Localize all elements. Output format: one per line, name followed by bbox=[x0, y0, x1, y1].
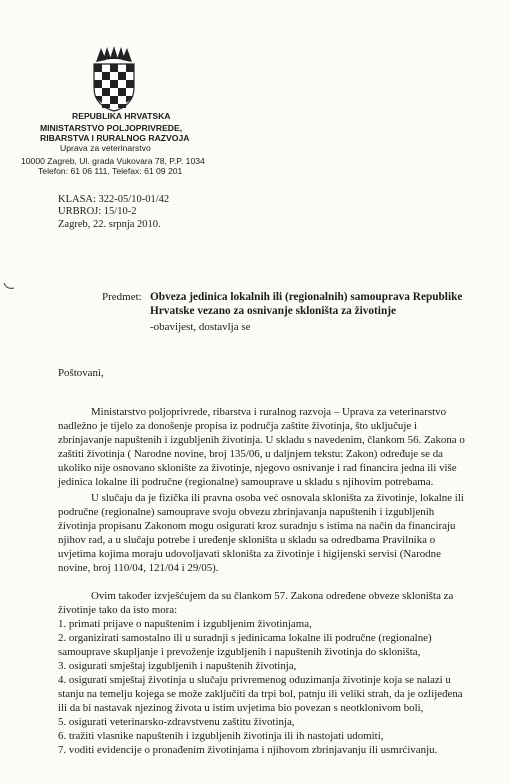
p1-line: Ministarstvo poljoprivrede, ribarstva i ruralnog razvoja – Uprava za veterinarstvo bbox=[91, 406, 447, 418]
obligation-item: ili da bi nastavak njezinog života u istim uvjetima bio povezan s neotklonivom boli, bbox=[58, 702, 424, 714]
obligation-item: 3. osigurati smještaj izgubljenih i napuštenih životinja, bbox=[58, 660, 297, 672]
p1-line: zaštiti životinja ( Narodne novine, broj 135/06, u daljnjem tekstu: Zakon) određuje se da bbox=[58, 448, 444, 460]
letterhead-department: Uprava za veterinarstvo bbox=[60, 143, 151, 153]
obligation-item: stanju na temelju kojega se može zaključiti da trpi bol, patnju ili veliki strah, da je ozlijeđena bbox=[58, 688, 463, 700]
p2-line: novine, broj 110/04, 121/04 i 29/05). bbox=[58, 562, 219, 574]
p1-line: nadležno je tijelo za donošenje propisa iz područja zaštite životinja, što uključuje i bbox=[58, 420, 417, 432]
subject-line-3: -obavijest, dostavlja se bbox=[150, 321, 251, 333]
subject-line-2: Hrvatske vezano za osnivanje skloništa za životinje bbox=[150, 305, 397, 317]
p2-line: uvjetima kojima moraju udovoljavati skloništa za životinje i higijenski servisi (Narodne bbox=[58, 548, 441, 560]
subject-label: Predmet: bbox=[102, 291, 142, 303]
p3-line: Ovim također izvješćujem da su člankom 57. Zakona određene obveze skloništa za bbox=[91, 590, 454, 602]
p1-line: jedinica lokalne ili područne (regionalne) samouprave u skladu s njihovim potrebama. bbox=[58, 476, 434, 488]
p2-line: životinja propisanu Zakonom mogu osigurati kroz suradnju s istima na način da financiraju bbox=[58, 520, 456, 532]
coat-of-arms-icon bbox=[92, 46, 136, 112]
ref-klasa: KLASA: 322-05/10-01/42 bbox=[58, 194, 170, 205]
p2-line: njihov rad, a u slučaju potrebe i uređenje skloništa u skladu sa odredbama Pravilnika o bbox=[58, 534, 436, 546]
letterhead-phone: Telefon: 61 06 111, Telefax: 61 09 201 bbox=[38, 166, 183, 176]
p2-line: U slučaju da je fizička ili pravna osoba već osnovala skloništa za životinje, lokalne ili bbox=[91, 492, 464, 504]
obligation-item: 7. voditi evidencije o pronađenim životinjama i njihovom zbrinjavanju ili usmrćivanju. bbox=[58, 744, 438, 756]
obligation-item: 6. tražiti vlasnike napuštenih i izgubljenih životinja ili ih nastojati udomiti, bbox=[58, 730, 384, 742]
obligation-item: 2. organizirati samostalno ili u suradnji s jedinicama lokalne ili područne (regionalne) bbox=[58, 632, 432, 644]
letterhead-ministry: MINISTARSTVO POLJOPRIVREDE, bbox=[40, 123, 183, 133]
obligation-item: 5. osigurati veterinarsko-zdravstvenu zaštitu životinja, bbox=[58, 716, 295, 728]
p3-line: životinje tako da isto mora: bbox=[58, 604, 178, 616]
subject-line-1: Obveza jedinica lokalnih ili (regionalnih) samouprava Republike bbox=[150, 291, 463, 303]
obligation-item: 1. primati prijave o napuštenim i izgubljenim životinjama, bbox=[58, 618, 312, 630]
letterhead-ministry-cont: RIBARSTVA I RURALNOG RAZVOJA bbox=[40, 133, 190, 143]
letterhead-country: REPUBLIKA HRVATSKA bbox=[72, 111, 171, 121]
edge-mark-icon bbox=[3, 281, 15, 291]
p1-line: zbrinjavanje napuštenih i izgubljenih životinja. U skladu s navedenim, člankom 56. Zakona o bbox=[58, 434, 465, 446]
p2-line: područne (regionalne) samouprave svoju obvezu zbrinjavanja napuštenih i izgubljenih bbox=[58, 506, 435, 518]
greeting: Poštovani, bbox=[58, 367, 104, 379]
letterhead-address: 10000 Zagreb, Ul. grada Vukovara 78, P.P. 1034 bbox=[21, 156, 205, 166]
ref-date: Zagreb, 22. srpnja 2010. bbox=[58, 219, 161, 230]
p1-line: ukoliko nije osnovano sklonište za životinje, njegovo osnivanje i rad financira jedna ili više bbox=[58, 462, 457, 474]
obligation-item: samouprave skupljanje i prevoženje izgubljenih i napuštenih životinja do skloništa, bbox=[58, 646, 421, 658]
obligation-item: 4. osigurati smještaj životinja u slučaju privremenog oduzimanja životinje koja se nalazi u bbox=[58, 674, 451, 686]
ref-urbroj: URBROJ: 15/10-2 bbox=[58, 206, 137, 217]
